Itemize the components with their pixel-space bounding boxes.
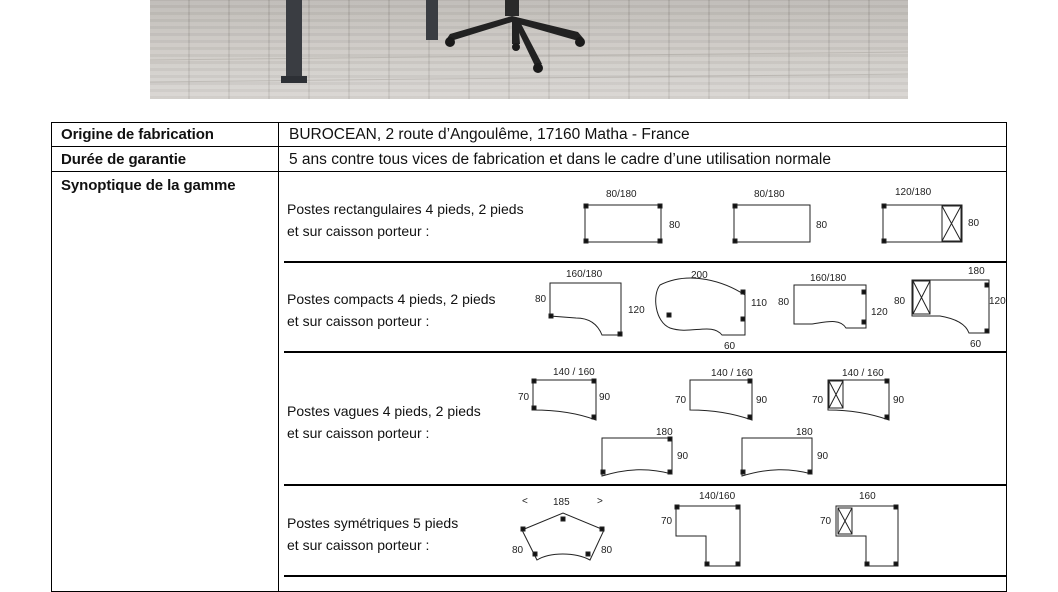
- dim-label: 80: [968, 218, 980, 229]
- origin-label: Origine de fabrication: [61, 126, 214, 143]
- dim-label: 80: [512, 545, 524, 556]
- section-subtitle: et sur caisson porteur :: [287, 313, 430, 329]
- compact-desk-diagram-1: [549, 283, 622, 336]
- dim-label: 60: [724, 341, 736, 352]
- dim-label: 160/180: [566, 269, 603, 280]
- dim-label: 70: [812, 395, 824, 406]
- dim-label: 120: [871, 307, 888, 318]
- symmetric-l-desk-pedestal-diagram: [836, 505, 898, 566]
- dim-label: 90: [817, 451, 829, 462]
- dim-label: 120/180: [895, 187, 932, 198]
- dim-label: 185: [553, 497, 570, 508]
- compact-desk-diagram-2: [656, 278, 745, 335]
- dim-label: 140/160: [699, 491, 736, 502]
- symmetric-desk-diagram: [521, 513, 604, 560]
- dim-label: 80: [778, 297, 790, 308]
- dim-label: 70: [661, 516, 673, 527]
- dim-label: 70: [675, 395, 687, 406]
- rect-desk-4-legs-diagram: [584, 204, 662, 243]
- dim-label: 90: [599, 392, 611, 403]
- symmetric-l-desk-diagram: [675, 505, 740, 566]
- section-title: Postes compacts 4 pieds, 2 pieds: [287, 291, 496, 307]
- dim-label: 120: [628, 305, 645, 316]
- dim-label: 90: [677, 451, 689, 462]
- rect-desk-2-legs-diagram: [733, 204, 810, 243]
- section-title: Postes rectangulaires 4 pieds, 2 pieds: [287, 201, 524, 217]
- dim-arrow: <: [522, 496, 528, 507]
- wave-desk-diagram-5: [741, 438, 812, 476]
- dim-label: 200: [691, 270, 708, 281]
- dim-label: 110: [751, 298, 767, 309]
- dim-label: 80: [535, 294, 547, 305]
- dim-label: 140 / 160: [553, 367, 595, 378]
- section-subtitle: et sur caisson porteur :: [287, 425, 430, 441]
- dim-label: 90: [893, 395, 905, 406]
- dim-arrow: >: [597, 496, 603, 507]
- dim-label: 80/180: [606, 189, 637, 200]
- dim-label: 180: [968, 266, 985, 277]
- range-overview-label: Synoptique de la gamme: [61, 177, 236, 194]
- dim-label: 70: [518, 392, 530, 403]
- dim-label: 120: [989, 296, 1006, 307]
- wave-desk-diagram-1: [532, 379, 596, 420]
- origin-value: BUROCEAN, 2 route d’Angoulême, 17160 Matha - France: [289, 126, 690, 143]
- warranty-label: Durée de garantie: [61, 151, 187, 168]
- dim-label: 90: [756, 395, 768, 406]
- wave-desk-diagram-3: [828, 379, 889, 420]
- dim-label: 180: [796, 427, 813, 438]
- dim-label: 160/180: [810, 273, 847, 284]
- section-title: Postes vagues 4 pieds, 2 pieds: [287, 403, 481, 419]
- section-title: Postes symétriques 5 pieds: [287, 515, 459, 531]
- dim-label: 80: [816, 220, 828, 231]
- rect-desk-pedestal-diagram: [882, 204, 962, 243]
- dim-label: 180: [656, 427, 673, 438]
- dim-label: 140 / 160: [842, 368, 884, 379]
- warranty-value: 5 ans contre tous vices de fabrication et dans le cadre d’une utilisation normale: [289, 151, 831, 168]
- compact-desk-diagram-4: [912, 280, 989, 333]
- section-subtitle: et sur caisson porteur :: [287, 537, 430, 553]
- section-subtitle: et sur caisson porteur :: [287, 223, 430, 239]
- dim-label: 80/180: [754, 189, 785, 200]
- dim-label: 70: [820, 516, 832, 527]
- dim-label: 80: [669, 220, 681, 231]
- wave-desk-diagram-2: [690, 379, 752, 420]
- dim-label: 140 / 160: [711, 368, 753, 379]
- dim-label: 60: [970, 339, 982, 350]
- wave-desk-diagram-4: [601, 437, 672, 476]
- dim-label: 160: [859, 491, 876, 502]
- dim-label: 80: [894, 296, 906, 307]
- compact-desk-diagram-3: [794, 285, 866, 328]
- dim-label: 80: [601, 545, 613, 556]
